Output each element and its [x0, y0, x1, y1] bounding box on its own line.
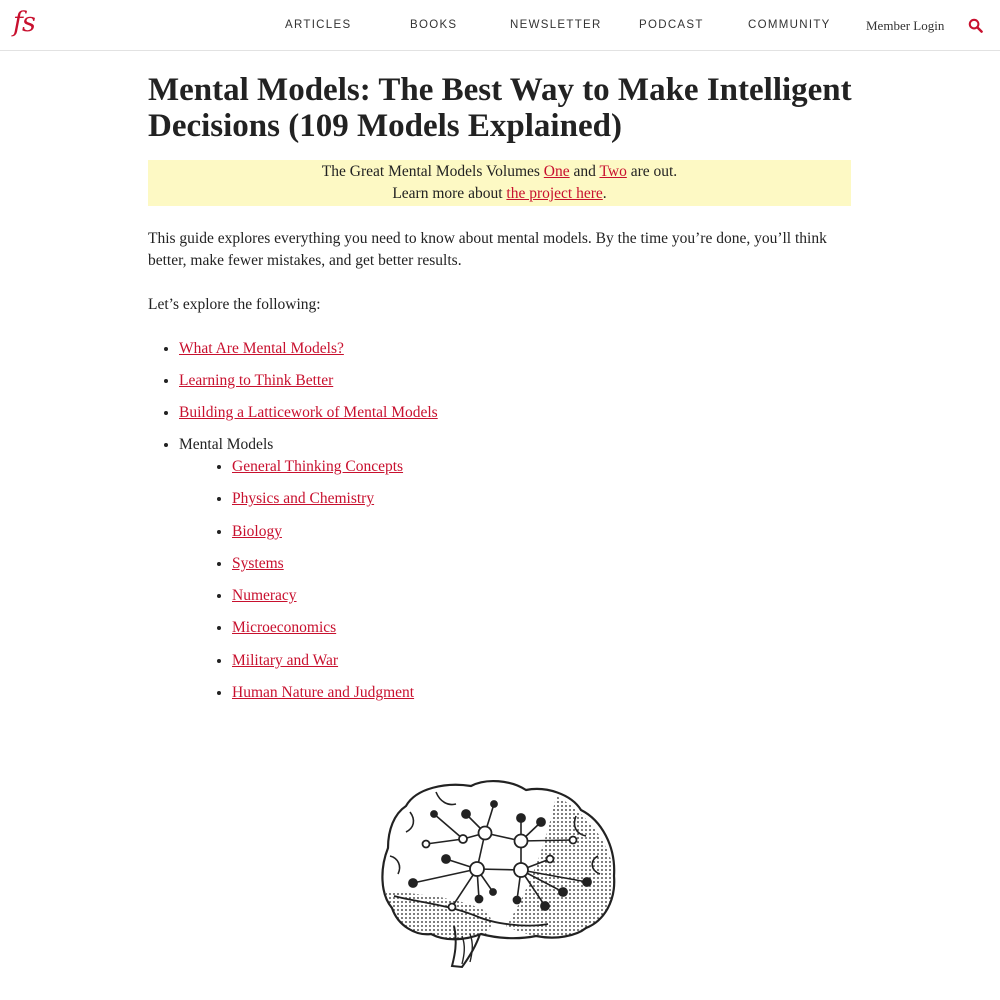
nav-articles[interactable]: ARTICLES	[285, 19, 352, 31]
toc-item	[179, 402, 852, 424]
toc-link-latticework[interactable]: Building a Latticework of Mental Models	[179, 404, 438, 421]
toc-sub-item	[232, 488, 852, 510]
toc-link-numeracy[interactable]: Numeracy	[232, 587, 297, 605]
project-link[interactable]: the project here	[506, 185, 603, 202]
toc-group-label: Mental Models	[179, 436, 274, 453]
announcement-text: .	[602, 185, 607, 202]
search-icon[interactable]	[968, 18, 983, 33]
toc-link-systems[interactable]: Systems	[232, 554, 284, 572]
announcement-text: Learn more about	[392, 185, 507, 202]
brain-network-illustration	[376, 776, 624, 972]
announcement-text: and	[569, 163, 600, 180]
announcement-banner	[148, 160, 851, 206]
table-of-contents	[148, 338, 852, 704]
toc-sub-item	[232, 650, 852, 672]
announcement-text: The Great Mental Models Volumes	[321, 163, 544, 180]
site-header	[0, 0, 1000, 51]
toc-item	[179, 370, 852, 392]
toc-item-mental-models	[179, 434, 852, 704]
announcement-text: are out.	[626, 163, 678, 180]
member-login-link[interactable]: Member Login	[866, 18, 945, 33]
toc-sub-item	[232, 521, 852, 543]
toc-item	[179, 338, 852, 360]
nav-books[interactable]: BOOKS	[410, 19, 458, 31]
site-logo[interactable]: fs	[13, 7, 35, 38]
page-title	[148, 72, 852, 144]
nav-community[interactable]: COMMUNITY	[748, 19, 831, 31]
nav-podcast[interactable]: PODCAST	[639, 19, 704, 31]
toc-link-microeconomics[interactable]: Microeconomics	[232, 619, 337, 637]
toc-sub-item	[232, 617, 852, 639]
toc-sub-item	[232, 585, 852, 607]
toc-sub-item	[232, 456, 852, 478]
volume-two-link[interactable]: Two	[599, 163, 627, 180]
page-title-line-2: Decisions (109 Models Explained)	[148, 108, 622, 144]
toc-link-biology[interactable]: Biology	[232, 522, 282, 540]
toc-link-general-thinking[interactable]: General Thinking Concepts	[232, 458, 404, 475]
toc-sub-item	[232, 682, 852, 704]
volume-one-link[interactable]: One	[543, 163, 570, 180]
nav-newsletter[interactable]: NEWSLETTER	[510, 19, 602, 31]
toc-link-physics-chemistry[interactable]: Physics and Chemistry	[232, 490, 375, 508]
article-content	[148, 72, 852, 714]
page-title-line-1: Mental Models: The Best Way to Make Intelligent	[148, 72, 852, 108]
toc-link-human-nature[interactable]: Human Nature and Judgment	[232, 684, 415, 702]
explore-paragraph: Let’s explore the following:	[148, 296, 321, 313]
toc-sublist	[179, 456, 852, 704]
toc-link-what-are-mental-models[interactable]: What Are Mental Models?	[179, 340, 344, 357]
toc-link-learning-to-think-better[interactable]: Learning to Think Better	[179, 372, 334, 389]
intro-paragraph: This guide explores everything you need to know about mental models. By the time you’re done, you’ll think better, make fewer mistakes, and get better results.	[148, 230, 827, 269]
toc-sub-item	[232, 553, 852, 575]
toc-link-military-war[interactable]: Military and War	[232, 651, 339, 669]
